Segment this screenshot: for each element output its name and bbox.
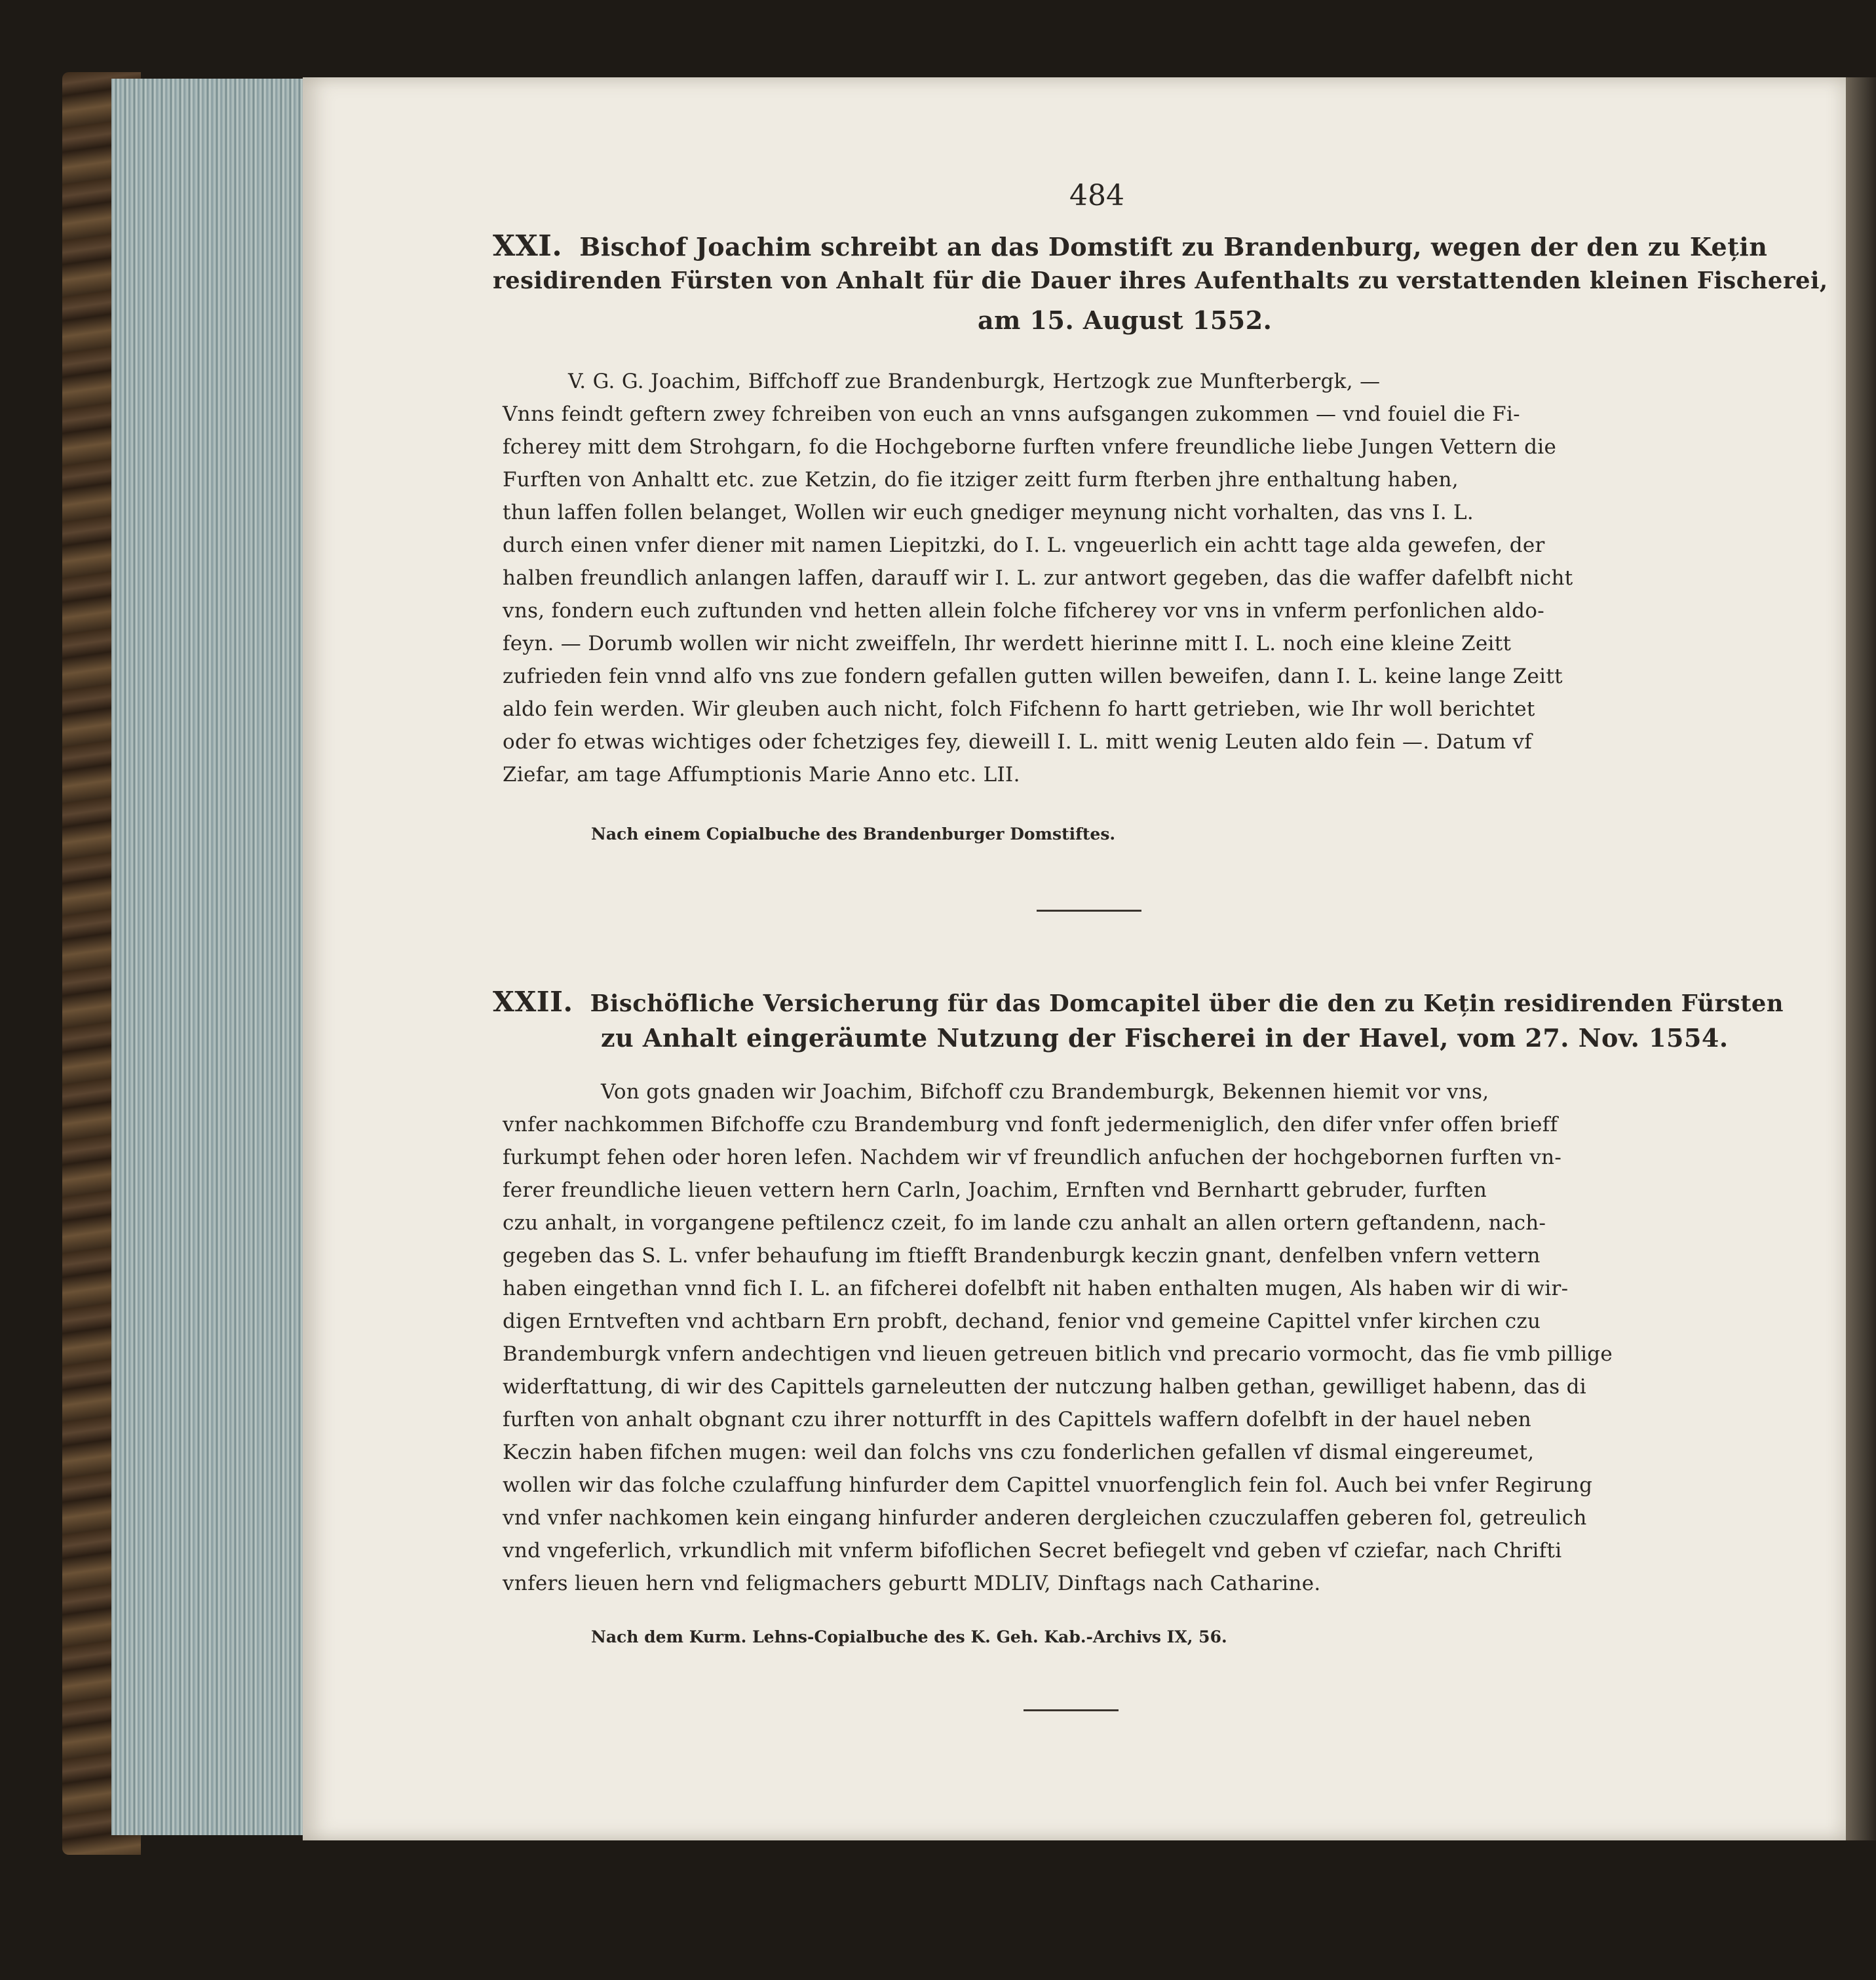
body-line: furften von anhalt obgnant czu ihrer notturfft in des Capittels waffern dofelbft in der hauel neben (503, 1408, 1532, 1431)
body-line: vnfer nachkommen Bifchoffe czu Brandemburg vnd fonft jedermeniglich, den difer vnfer offen brieff (503, 1113, 1558, 1136)
body-line: Keczin haben fifchen mugen: weil dan folchs vns czu fonderlichen gefallen vf dismal eingereumet, (503, 1441, 1535, 1464)
source-note: Nach dem Kurm. Lehns-Copialbuche des K. Geh. Kab.-Archivs IX, 56. (591, 1627, 1227, 1646)
body-line: Brandemburgk vnfern andechtigen vnd lieuen getreuen bitlich vnd precario vormocht, das fie vmb pillige (503, 1342, 1613, 1366)
body-line: wollen wir das folche czulaffung hinfurder dem Capittel vnuorfenglich fein fol. Auch bei vnfer Regirung (503, 1473, 1593, 1497)
body-line: halben freundlich anlangen laffen, darauff wir I. L. zur antwort gegeben, das die waffer dafelbft nicht (503, 566, 1573, 590)
body-line: haben eingethan vnnd fich I. L. an fifcherei dofelbft nit haben enthalten mugen, Als haben wir di wir- (503, 1277, 1569, 1300)
section-divider (1037, 910, 1141, 912)
section-number: XXI. (493, 229, 563, 263)
section-number: XXII. (493, 985, 573, 1018)
body-line: V. G. G. Joachim, Biffchoff zue Brandenburgk, Hertzogk zue Munfterbergk, — (568, 370, 1381, 393)
body-line: vnd vnfer nachkomen kein eingang hinfurder anderen dergleichen czuczulaffen geberen fol, getreulich (503, 1506, 1587, 1530)
heading-text: Bischof Joachim schreibt an das Domstift zu Brandenburg, wegen der den zu Kețin (579, 232, 1768, 262)
body-line: Ziefar, am tage Affumptionis Marie Anno etc. LII. (503, 763, 1020, 786)
section-heading-line: zu Anhalt eingeräumte Nutzung der Fischerei in der Havel, vom 27. Nov. 1554. (601, 1023, 1729, 1053)
body-line: Vnns feindt geftern zwey fchreiben von euch an vnns aufsgangen zukommen — vnd fouiel die Fi- (503, 402, 1520, 426)
section-heading-line: am 15. August 1552. (978, 305, 1273, 335)
section-heading-line (493, 229, 1767, 263)
body-line: vnfers lieuen hern vnd feligmachers geburtt MDLIV, Dinftags nach Catharine. (503, 1572, 1321, 1595)
heading-text: Bischöfliche Versicherung für das Domcapitel über die den zu Kețin residirenden Fürsten (590, 990, 1784, 1017)
body-line: durch einen vnfer diener mit namen Liepitzki, do I. L. vngeuerlich ein achtt tage alda gewefen, der (503, 534, 1545, 557)
document-page (303, 77, 1846, 1840)
section-divider (1024, 1709, 1119, 1711)
body-line: feyn. — Dorumb wollen wir nicht zweiffeln, Ihr werdett hierinne mitt I. L. noch eine kleine Zeitt (503, 632, 1512, 655)
page-number: 484 (1069, 179, 1124, 212)
body-line: furkumpt fehen oder horen lefen. Nachdem wir vf freundlich anfuchen der hochgebornen furften vn- (503, 1146, 1562, 1169)
section-heading-line (493, 985, 1784, 1018)
facing-page-edge (1846, 77, 1876, 1840)
body-line: fcherey mitt dem Strohgarn, fo die Hochgeborne furften vnfere freundliche liebe Jungen Vettern die (503, 435, 1557, 459)
body-line: gegeben das S. L. vnfer behaufung im ftiefft Brandenburgk keczin gnant, denfelben vnfern vettern (503, 1244, 1541, 1268)
body-line: oder fo etwas wichtiges oder fchetziges fey, dieweill I. L. mitt wenig Leuten aldo fein —. Datum vf (503, 730, 1533, 754)
source-note: Nach einem Copialbuche des Brandenburger Domstiftes. (591, 825, 1116, 844)
body-line: Furften von Anhaltt etc. zue Ketzin, do fie itziger zeitt furm fterben jhre enthaltung haben, (503, 468, 1459, 492)
body-line: digen Erntveften vnd achtbarn Ern probft, dechand, fenior vnd gemeine Capittel vnfer kirchen czu (503, 1310, 1541, 1333)
page-edges (111, 79, 310, 1835)
body-line: widerftattung, di wir des Capittels garneleutten der nutczung halben gethan, gewilliget habenn, das di (503, 1375, 1586, 1399)
section-heading-line: residirenden Fürsten von Anhalt für die Dauer ihres Aufenthalts zu verstattenden kleinen Fischerei, (493, 267, 1828, 294)
body-line: Von gots gnaden wir Joachim, Bifchoff czu Brandemburgk, Bekennen hiemit vor vns, (601, 1080, 1489, 1104)
body-line: ferer freundliche lieuen vettern hern Carln, Joachim, Ernften vnd Bernhartt gebruder, furften (503, 1178, 1487, 1202)
body-line: vns, fondern euch zuftunden vnd hetten allein folche fifcherey vor vns in vnferm perfonlichen aldo- (503, 599, 1544, 623)
body-line: aldo fein werden. Wir gleuben auch nicht, folch Fifchenn fo hartt getrieben, wie Ihr woll berichtet (503, 697, 1535, 721)
body-line: thun laffen follen belanget, Wollen wir euch gnediger meynung nicht vorhalten, das vns I. L. (503, 501, 1474, 524)
body-line: vnd vngeferlich, vrkundlich mit vnferm bifoflichen Secret befiegelt vnd geben vf cziefar, nach Chrifti (503, 1539, 1562, 1563)
body-line: czu anhalt, in vorgangene peftilencz czeit, fo im lande czu anhalt an allen ortern geftandenn, nach- (503, 1211, 1546, 1235)
body-line: zufrieden fein vnnd alfo vns zue fondern gefallen gutten willen beweifen, dann I. L. keine lange Zeitt (503, 665, 1563, 688)
